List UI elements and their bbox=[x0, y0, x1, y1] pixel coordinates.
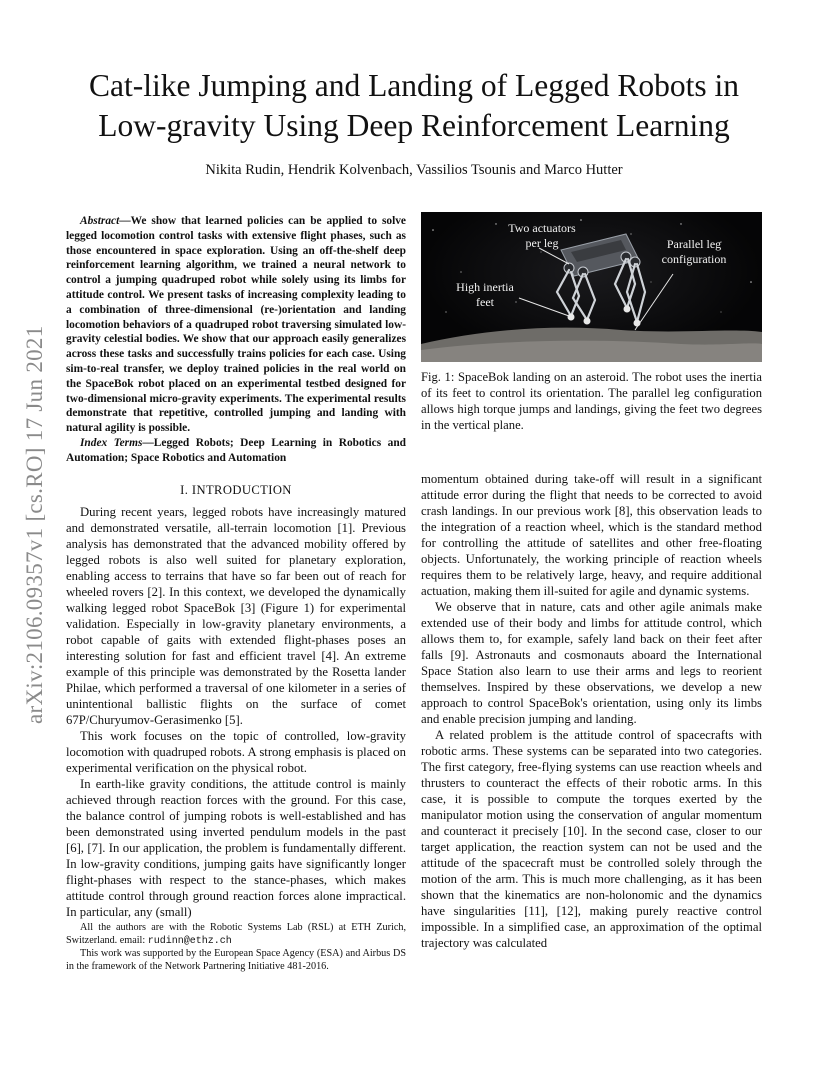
arxiv-identifier: arXiv:2106.09357v1 [cs.RO] 17 Jun 2021 bbox=[22, 325, 47, 725]
right-paragraph-2: We observe that in nature, cats and other agile animals make extended use of their body and limbs for attitude control, which allows them to, for example, safely land back on their feet after falls [9]. Astronauts and cosmonauts aboard the International Space Station also learn to use their arms and legs to reorient themselves. Inspired by these observations, we develop a new approach to control SpaceBok's orientation, using only its limbs and enable precision jumping and landing. bbox=[421, 600, 762, 726]
intro-paragraph-3: In earth-like gravity conditions, the attitude control is mainly achieved through reaction forces with the ground. For this case, the balance control of jumping robots is well-established and has been demonstrated using inverted pendulum models in the past [6], [7]. In our application, the problem is fundamentally different. In low-gravity conditions, jumping gaits have significantly longer flight-phases with respect to the stance-phases, which makes attitude control through ground reaction forces alone impractical. In particular, any (small) bbox=[66, 776, 406, 919]
label-two-actuators-line2: per leg bbox=[525, 236, 559, 250]
label-high-inertia bbox=[445, 280, 525, 310]
abstract-lead: Abstract bbox=[80, 215, 120, 227]
label-high-inertia-line1: High inertia bbox=[456, 280, 514, 294]
label-parallel-leg-line2: configuration bbox=[661, 252, 727, 266]
left-column bbox=[66, 214, 406, 920]
intro-paragraph-1: During recent years, legged robots have increasingly matured and demonstrated versatile, all-terrain locomotion [1]. Previous analysis has demonstrated that the advanced mobility offered by legged robots is also well suited for planetary exploration, enabling access to terrains that have so far been out of reach for wheeled rovers [2]. In this context, we developed the dynamically walking legged robot SpaceBok [3] (Figure 1) for experimental validation. Especially in low-gravity planetary environments, a robot capable of gaits with extended flight-phases poses an interesting solution for fast and efficient travel [4]. An extreme example of this principle was demonstrated by the Rosetta lander Philae, which performed a traversal of one kilometer in a series of unintentional ballistic flights on the surface of comet 67P/Churyumov-Gerasimenko [5]. bbox=[66, 504, 406, 727]
intro-paragraph-2: This work focuses on the topic of controlled, low-gravity locomotion with quadruped robots. A strong emphasis is placed on experimental verification on the physical robot. bbox=[66, 728, 406, 775]
right-paragraph-1: momentum obtained during take-off will result in a significant attitude error during the flight that needs to be corrected to avoid crash landings. In our previous work [8], this observation leads to the integration of a reaction wheel, which is the standard method for controlling the attitude of satellites and other free-floating objects. Unfortunately, the working principle of reaction wheels requires them to be relatively large, heavy, and require additional actuation, making them ill-suited for agile and dynamic systems. bbox=[421, 472, 762, 598]
label-high-inertia-line2: feet bbox=[476, 295, 494, 309]
title-line-1: Cat-like Jumping and Landing of Legged Robots in bbox=[88, 68, 740, 103]
label-parallel-leg-line1: Parallel leg bbox=[666, 237, 722, 251]
index-terms-text: —Legged Robots; Deep Learning in Robotics and Automation; Space Robotics and Automation bbox=[66, 436, 406, 464]
label-two-actuators bbox=[477, 221, 607, 251]
right-column bbox=[421, 212, 762, 951]
footnotes bbox=[66, 922, 406, 973]
right-column-body bbox=[421, 471, 762, 951]
footnote-affiliation bbox=[66, 922, 406, 948]
footnote-funding: This work was supported by the European Space Agency (ESA) and Airbus DS in the framework of the Network Partnering Initiative 481-2016. bbox=[66, 948, 406, 972]
right-paragraph-3: A related problem is the attitude control of spacecrafts with robotic arms. These systems can be separated into two categories. The first category, free-flying systems can use reaction wheels and thrusters to counteract the effects of their robotic arms. In this case, it is possible to compute the torques exerted by the manipulator motion using the conservation of angular momentum and counteract it precisely [10]. In the second case, closer to our target application, the reaction system can not be used and the attitude of the spacecraft must be controlled solely through the motion of the arm. This is much more challenging, as it has been shown that the kinematics are non-holonomic and the dynamics have singularities [11], [12], making purely reactive control impossible. In a simplified case, an approximation of the optimal trajectory was calculated bbox=[421, 728, 762, 950]
author-list: Nikita Rudin, Hendrik Kolvenbach, Vassilios Tsounis and Marco Hutter bbox=[205, 162, 623, 178]
abstract bbox=[66, 214, 406, 436]
paper-title bbox=[60, 66, 768, 146]
figure-spacebok bbox=[421, 212, 762, 362]
abstract-text: —We show that learned policies can be applied to solve legged locomotion control tasks with extensive flight phases, such as those encountered in space exploration. Using an off-the-shelf deep reinforcement learning algorithm, we trained a neural network to control a jumping quadruped robot while solely using its limbs for attitude control. We present tasks of increasing complexity leading to a combination of three-dimensional (re-)orientation and landing locomotion behaviors of a quadruped robot traversing simulated low-gravity celestial bodies. We show that our approach easily generalizes across these tasks and successfully trains policies for each case. Using sim-to-real transfer, we deploy trained policies in the real world on the SpaceBok robot placed on an experimental testbed designed for two-dimensional micro-gravity experiments. The experimental results demonstrate that repetitive, controlled jumping and landing with natural agility is possible. bbox=[66, 215, 406, 435]
section-heading-introduction: I. INTRODUCTION bbox=[180, 482, 292, 497]
title-line-2: Low-gravity Using Deep Reinforcement Learning bbox=[98, 108, 730, 143]
index-terms-lead: Index Terms bbox=[80, 436, 143, 449]
affiliation-text: All the authors are with the Robotic Systems Lab (RSL) at ETH Zurich, Switzerland. email: bbox=[66, 922, 406, 946]
author-email: rudinn@ethz.ch bbox=[147, 935, 232, 947]
label-parallel-leg bbox=[639, 237, 749, 267]
figure-caption: Fig. 1: SpaceBok landing on an asteroid. The robot uses the inertia of its feet to control its orientation. The parallel leg configuration allows high torque jumps and landings, giving the feet two degrees in the vertical plane. bbox=[421, 370, 762, 432]
label-two-actuators-line1: Two actuators bbox=[508, 221, 576, 235]
index-terms bbox=[66, 436, 406, 466]
